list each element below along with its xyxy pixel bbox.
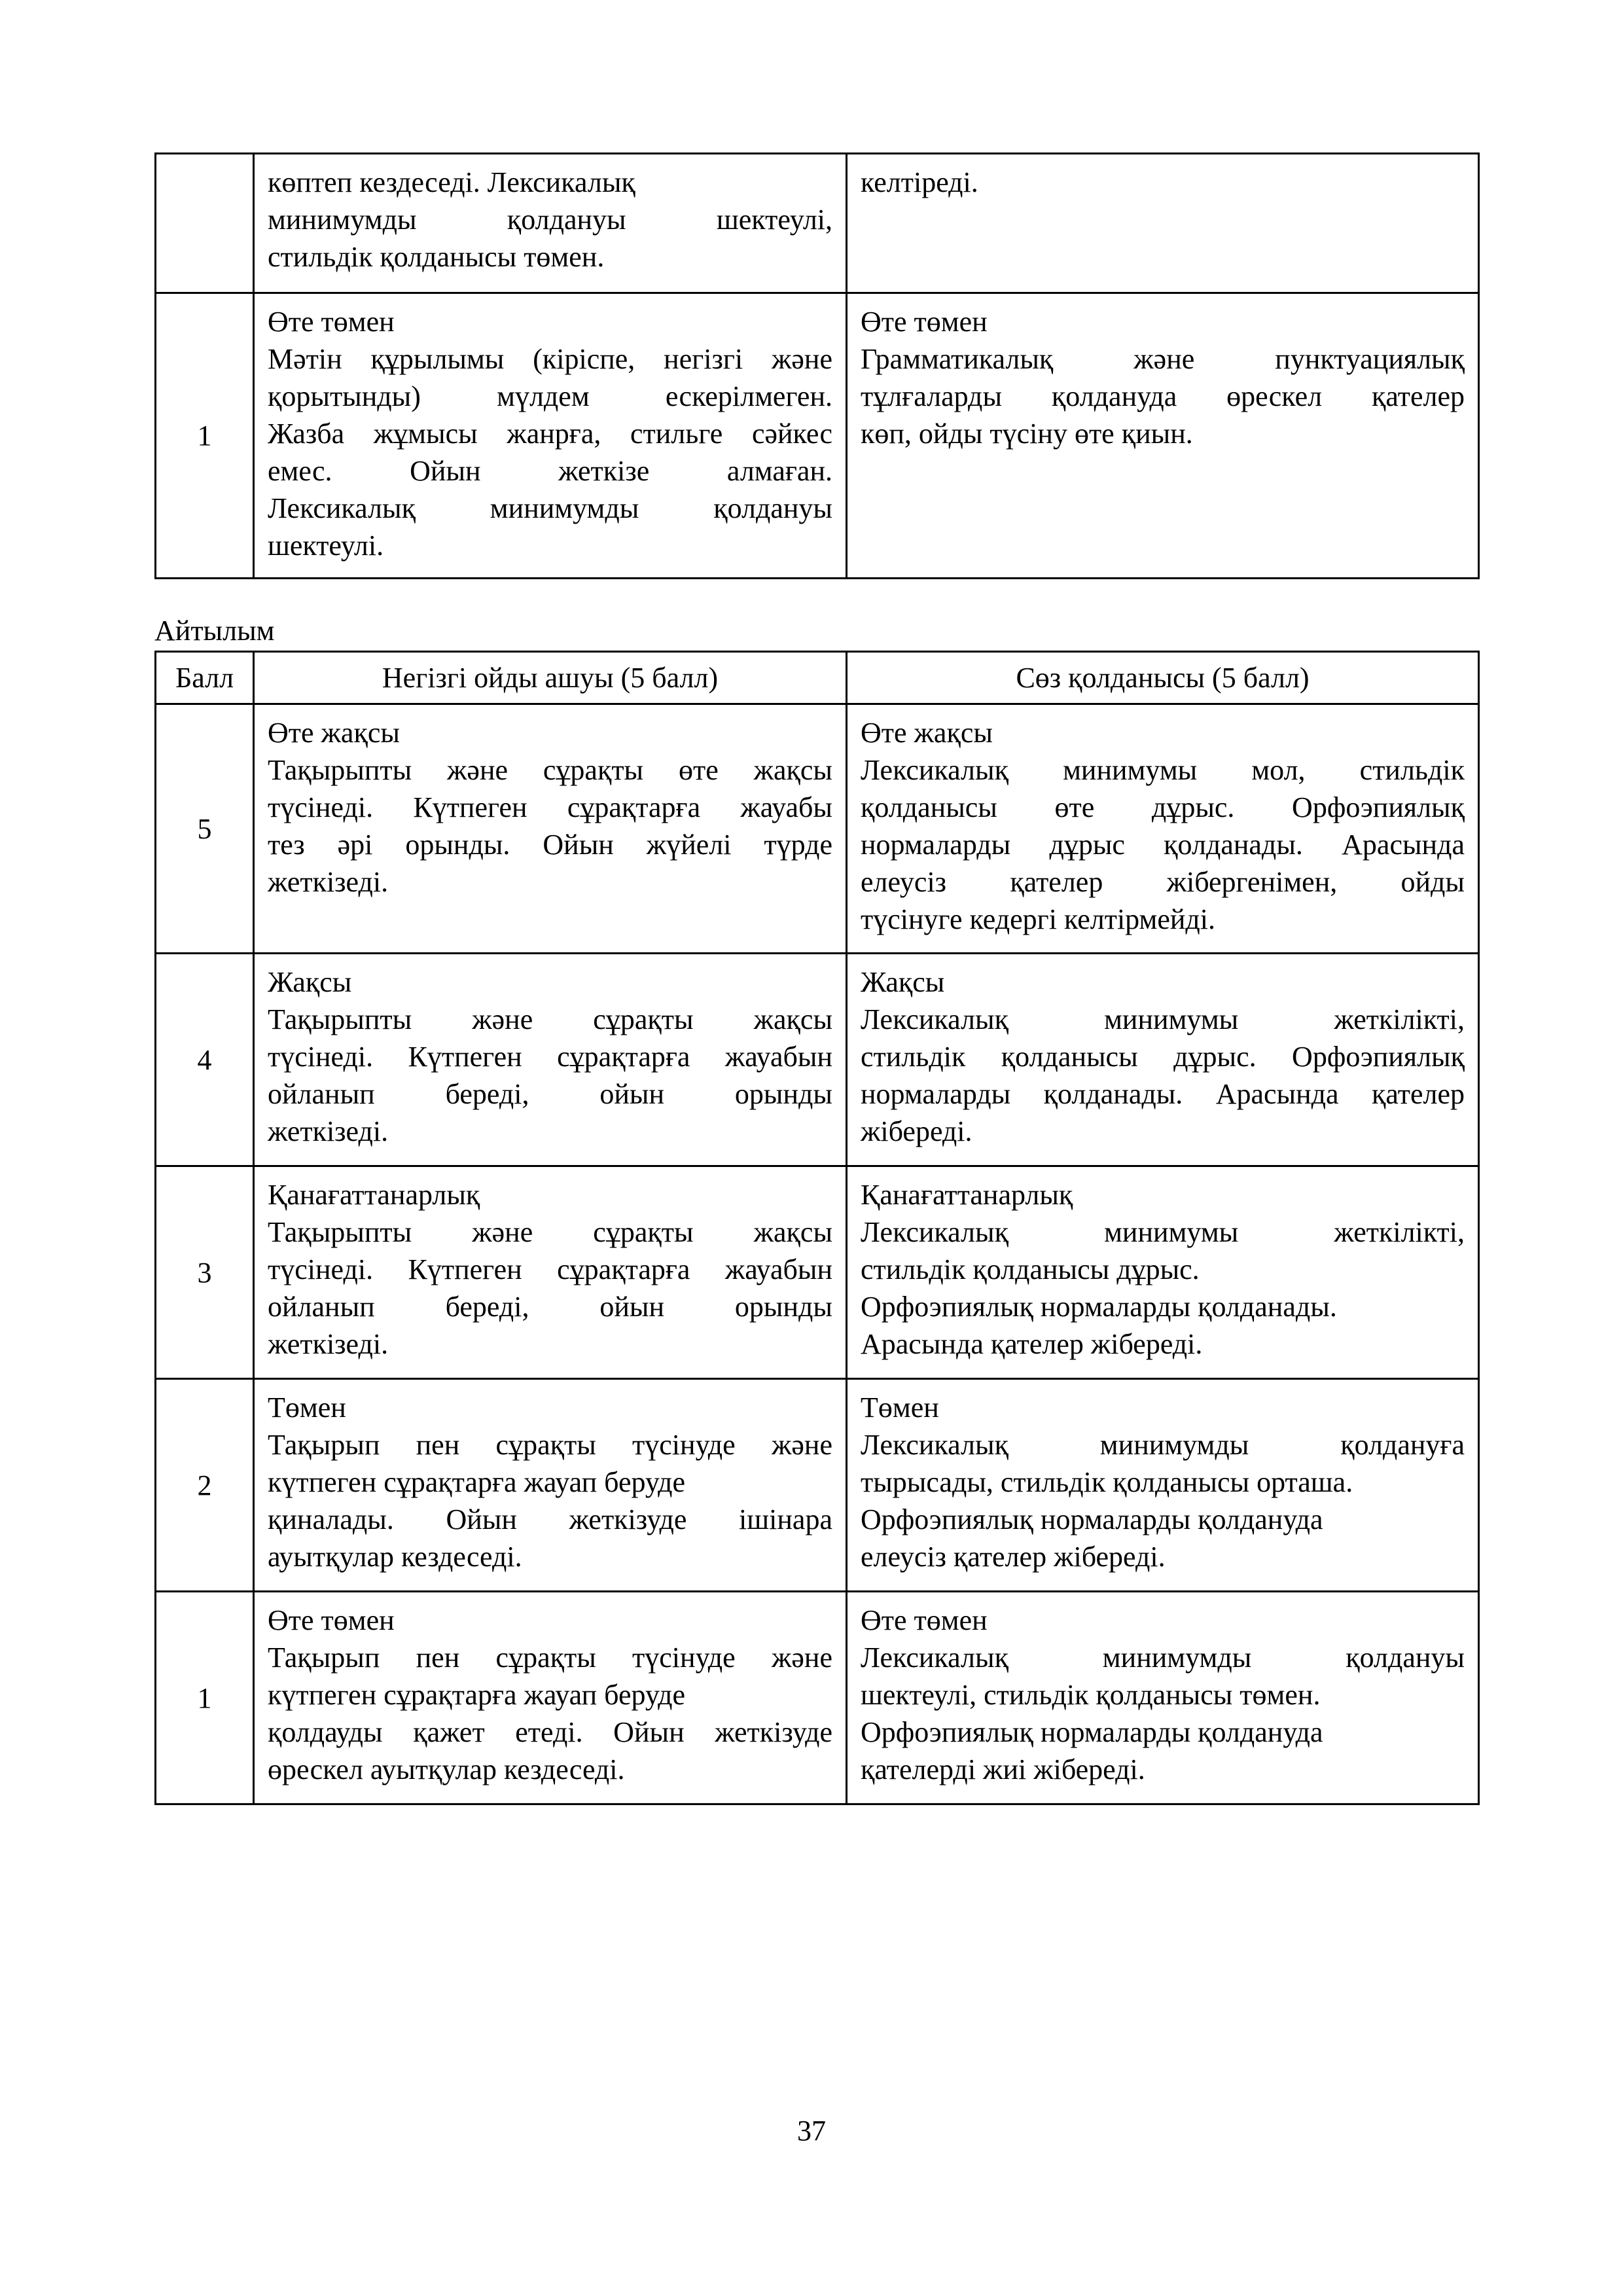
- language-cell: [847, 954, 1479, 1166]
- level-label: Төмен: [268, 1391, 346, 1424]
- level-label: Жақсы: [268, 966, 352, 998]
- descriptor-line: ойланып береді, ойын орынды: [268, 1078, 832, 1110]
- descriptor-line: қорытынды) мүлдем ескерілмеген.: [268, 380, 832, 412]
- content-cell: [254, 954, 847, 1166]
- table-body: [156, 154, 1479, 579]
- language-cell: [847, 1166, 1479, 1379]
- descriptor-line: елеусіз қателер жібереді.: [861, 1541, 1166, 1573]
- score-cell: 1: [156, 1592, 254, 1804]
- descriptor-line: Тақырыпты және сұрақты жақсы: [268, 1003, 832, 1035]
- descriptor-line: күтпеген сұрақтарға жауап беруде: [268, 1466, 686, 1498]
- descriptor-line: Орфоэпиялық нормаларды қолдануда: [861, 1716, 1323, 1748]
- descriptor-line: Орфоэпиялық нормаларды қолдануда: [861, 1503, 1323, 1535]
- descriptor-line: қолдауды қажет етеді. Ойын жеткізуде: [268, 1716, 832, 1748]
- descriptor-line: ойланып береді, ойын орынды: [268, 1291, 832, 1323]
- descriptor-line: жеткізеді.: [268, 1328, 389, 1360]
- descriptor-line: Тақырып пен сұрақты түсінуде және: [268, 1641, 832, 1674]
- speaking-rubric-table: [154, 651, 1480, 1805]
- descriptor-line: жеткізеді.: [268, 1115, 389, 1147]
- descriptor-line: Грамматикалық және пунктуациялық: [861, 343, 1465, 375]
- descriptor-line: Лексикалық минимумы жеткілікті,: [861, 1216, 1465, 1248]
- descriptor-line: жібереді.: [861, 1115, 972, 1147]
- level-label: Жақсы: [861, 966, 945, 998]
- level-label: келтіреді.: [861, 166, 978, 198]
- descriptor-line: Тақырыпты және сұрақты өте жақсы: [268, 754, 832, 786]
- language-cell: [847, 1379, 1479, 1592]
- content-cell: [254, 293, 847, 579]
- table-body: [156, 704, 1479, 1804]
- descriptor-line: минимумды қолдануы шектеулі,: [268, 204, 832, 236]
- descriptor-line: көп, ойды түсіну өте қиын.: [861, 418, 1193, 450]
- level-label: Төмен: [861, 1391, 939, 1424]
- score-cell: 2: [156, 1379, 254, 1592]
- writing-rubric-continuation-table: [154, 152, 1480, 579]
- level-label: көптеп кездеседі. Лексикалық: [268, 166, 635, 198]
- table-row: [156, 293, 1479, 579]
- header-score: Балл: [156, 652, 254, 704]
- descriptor-line: Жазба жұмысы жанрға, стильге сәйкес: [268, 418, 832, 450]
- language-cell: [847, 293, 1479, 579]
- descriptor-line: Лексикалық минимумды қолдануы: [268, 492, 832, 524]
- language-cell: [847, 704, 1479, 954]
- content-cell: [254, 1379, 847, 1592]
- descriptor-line: Орфоэпиялық нормаларды қолданады.: [861, 1291, 1337, 1323]
- descriptor-line: тез әрі орынды. Ойын жүйелі түрде: [268, 829, 832, 861]
- descriptor-line: Мәтін құрылымы (кіріспе, негізгі және: [268, 343, 832, 375]
- level-label: Қанағаттанарлық: [861, 1179, 1073, 1211]
- descriptor-line: емес. Ойын жеткізе алмаған.: [268, 455, 832, 487]
- descriptor-line: Лексикалық минимумы жеткілікті,: [861, 1003, 1465, 1035]
- level-label: Өте төмен: [268, 306, 395, 338]
- descriptor-line: жеткізеді.: [268, 866, 389, 898]
- descriptor-line: стильдік қолданысы төмен.: [268, 241, 605, 273]
- descriptor-line: түсінеді. Күтпеген сұрақтарға жауабы: [268, 791, 832, 823]
- table-row: [156, 1379, 1479, 1592]
- score-cell: 5: [156, 704, 254, 954]
- descriptor-line: шектеулі.: [268, 529, 384, 562]
- table-row: [156, 954, 1479, 1166]
- level-label: Қанағаттанарлық: [268, 1179, 480, 1211]
- descriptor-line: шектеулі, стильдік қолданысы төмен.: [861, 1679, 1321, 1711]
- descriptor-line: стильдік қолданысы дұрыс. Орфоэпиялық: [861, 1041, 1465, 1073]
- header-content: Негізгі ойды ашуы (5 балл): [254, 652, 847, 704]
- level-label: Өте төмен: [861, 306, 988, 338]
- score-cell: [156, 154, 254, 293]
- descriptor-line: Лексикалық минимумды қолдануы: [861, 1641, 1465, 1674]
- level-label: Өте жақсы: [861, 717, 993, 749]
- table-row: [156, 1592, 1479, 1804]
- content-cell: [254, 154, 847, 293]
- descriptor-line: қолданысы өте дұрыс. Орфоэпиялық: [861, 791, 1465, 823]
- table-header: [156, 652, 1479, 704]
- table-row: [156, 154, 1479, 293]
- level-label: Өте төмен: [268, 1604, 395, 1636]
- descriptor-line: ауытқулар кездеседі.: [268, 1541, 522, 1573]
- descriptor-line: қиналады. Ойын жеткізуде ішінара: [268, 1503, 832, 1535]
- descriptor-line: стильдік қолданысы дұрыс.: [861, 1253, 1200, 1285]
- descriptor-line: күтпеген сұрақтарға жауап беруде: [268, 1679, 686, 1711]
- descriptor-line: Тақырыпты және сұрақты жақсы: [268, 1216, 832, 1248]
- descriptor-line: түсінеді. Күтпеген сұрақтарға жауабын: [268, 1041, 832, 1073]
- descriptor-line: Тақырып пен сұрақты түсінуде және: [268, 1429, 832, 1461]
- descriptor-line: елеусіз қателер жібергенімен, ойды: [861, 866, 1465, 898]
- descriptor-line: қателерді жиі жібереді.: [861, 1753, 1145, 1785]
- content-cell: [254, 1592, 847, 1804]
- score-cell: 1: [156, 293, 254, 579]
- descriptor-line: тұлғаларды қолдануда өрескел қателер: [861, 380, 1465, 412]
- content-cell: [254, 704, 847, 954]
- descriptor-line: нормаларды қолданады. Арасында қателер: [861, 1078, 1465, 1110]
- descriptor-line: Лексикалық минимумды қолдануға: [861, 1429, 1465, 1461]
- descriptor-line: тырысады, стильдік қолданысы орташа.: [861, 1466, 1353, 1498]
- table-row: [156, 1166, 1479, 1379]
- descriptor-line: Арасында қателер жібереді.: [861, 1328, 1203, 1360]
- language-cell: [847, 154, 1479, 293]
- descriptor-line: Лексикалық минимумы мол, стильдік: [861, 754, 1465, 786]
- descriptor-line: өрескел ауытқулар кездеседі.: [268, 1753, 625, 1785]
- language-cell: [847, 1592, 1479, 1804]
- content-cell: [254, 1166, 847, 1379]
- descriptor-line: нормаларды дұрыс қолданады. Арасында: [861, 829, 1465, 861]
- page-number: 37: [797, 2115, 826, 2147]
- header-row: [156, 652, 1479, 704]
- score-cell: 4: [156, 954, 254, 1166]
- level-label: Өте төмен: [861, 1604, 988, 1636]
- level-label: Өте жақсы: [268, 717, 400, 749]
- descriptor-line: түсінуге кедергі келтірмейді.: [861, 903, 1216, 935]
- table-row: [156, 704, 1479, 954]
- header-language: Сөз қолданысы (5 балл): [847, 652, 1479, 704]
- section-title: Айтылым: [154, 615, 275, 647]
- score-cell: 3: [156, 1166, 254, 1379]
- descriptor-line: түсінеді. Күтпеген сұрақтарға жауабын: [268, 1253, 832, 1285]
